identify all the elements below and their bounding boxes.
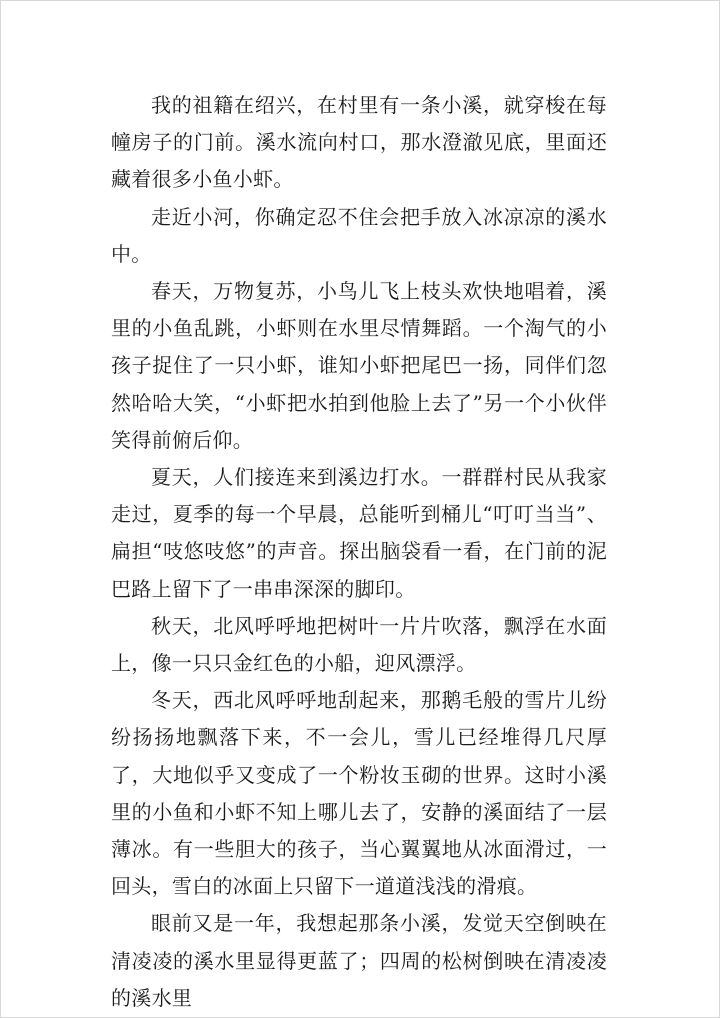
paragraph-approach-river: 走近小河，你确定忍不住会把手放入冰凉凉的溪水中。 (111, 204, 607, 266)
paragraph-winter: 冬天，西北风呼呼地刮起来，那鹅毛般的雪片儿纷纷扬扬地飘落下来，不一会儿，雪儿已经堆得几尺厚了，大地似乎又变成了一个粉妆玉砌的世界。这时小溪里的小鱼和小虾不知上哪儿去了，安静的溪面结了一层薄冰。有一些胆大的孩子，当心翼翼地从冰面滑过，一回头，雪白的冰面上只留下一道道浅浅的滑痕。 (111, 688, 607, 899)
paragraph-hometown: 我的祖籍在绍兴，在村里有一条小溪，就穿梭在每幢房子的门前。溪水流向村口，那水澄澈见底，里面还藏着很多小鱼小虾。 (111, 93, 607, 192)
paragraph-autumn: 秋天，北风呼呼地把树叶一片片吹落，飘浮在水面上，像一只只金红色的小船，迎风漂浮。 (111, 613, 607, 676)
paragraph-summer: 夏天，人们接连来到溪边打水。一群群村民从我家走过，夏季的每一个早晨，总能听到桶儿“叮叮当当”、扁担“吱悠吱悠”的声音。探出脑袋看一看，在门前的泥巴路上留下了一串串深深的脚印。 (111, 465, 607, 601)
paragraph-another-year: 眼前又是一年，我想起那条小溪，发觉天空倒映在清凌凌的溪水里显得更蓝了；四周的松树倒映在清凌凌的溪水里 (111, 911, 607, 1010)
paragraph-spring: 春天，万物复苏，小鸟儿飞上枝头欢快地唱着，溪里的小鱼乱跳，小虾则在水里尽情舞蹈。一个淘气的小孩子捉住了一只小虾，谁知小虾把尾巴一扬，同伴们忽然哈哈大笑，“小虾把水拍到他脸上去了”另一个小伙伴笑得前俯后仰。 (111, 279, 607, 452)
essay-body (111, 87, 607, 1017)
